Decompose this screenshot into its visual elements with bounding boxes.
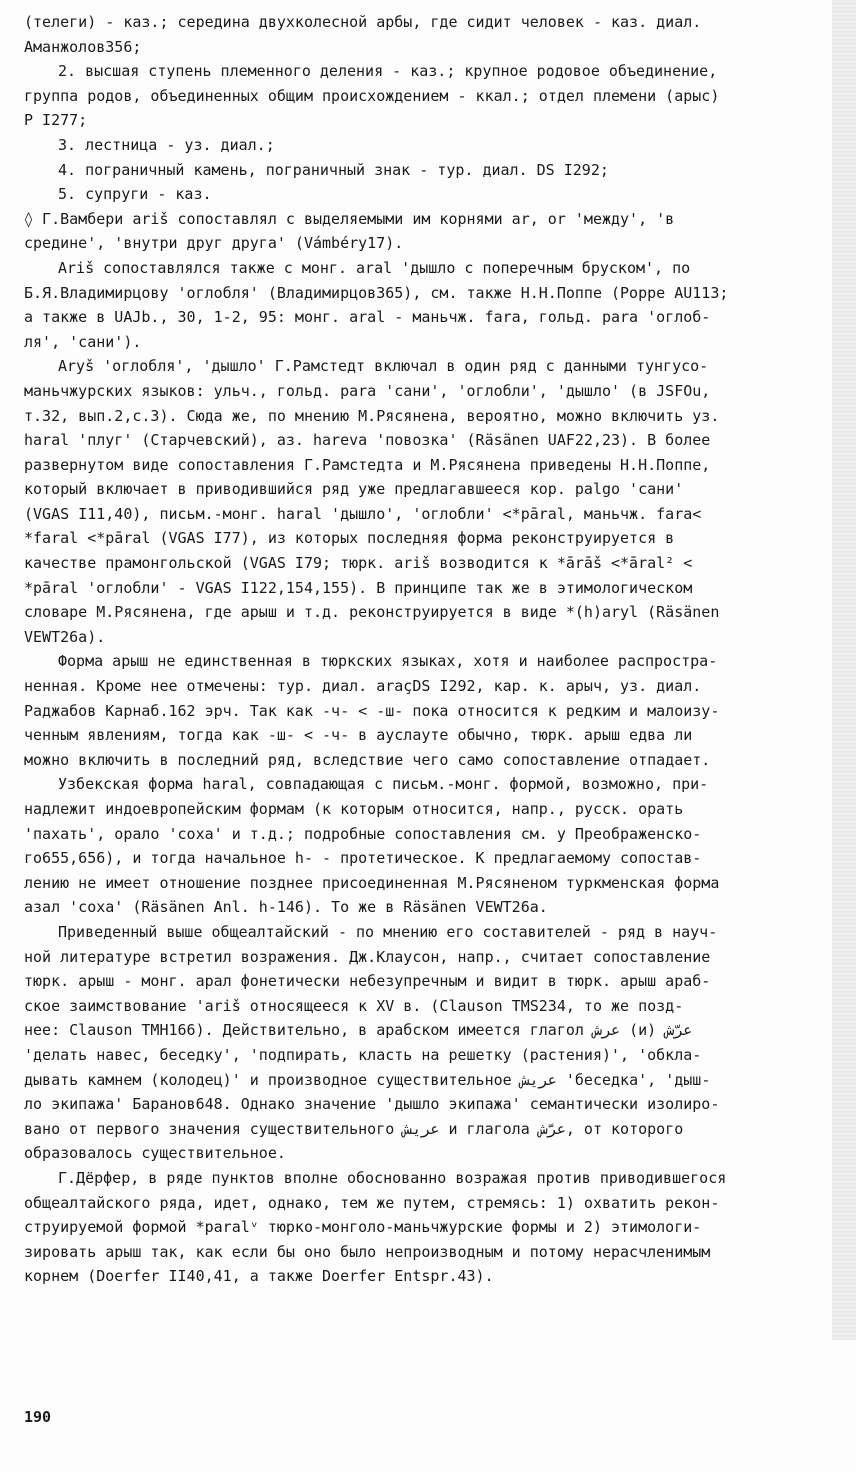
text-line: вано от первого значения существительного عريش и глагола عرّش, от которого bbox=[24, 1119, 684, 1138]
text-line: ло экипажа' Баранов648. Однако значение 'дышло экипажа' семантически изолиро- bbox=[24, 1095, 720, 1114]
text-line: 5. супруги - каз. bbox=[58, 185, 212, 204]
text-line: 2. высшая ступень племенного деления - каз.; крупное родовое объединение, bbox=[58, 62, 718, 81]
text-line: нее: Clauson TMH166). Действительно, в арабском имеется глагол عرش (и) عرّش bbox=[24, 1021, 693, 1040]
text-line: ское заимствование 'ariš относящееся к XV в. (Clauson TMS234, то же позд- bbox=[24, 996, 684, 1015]
text-line: лению не имеет отношение позднее присоединенная М.Рясяненом туркменская форма bbox=[24, 873, 720, 892]
text-line: Ariš сопоставлялся также с монг. aral 'дышло с поперечным бруском', по bbox=[58, 258, 691, 277]
text-line: можно включить в последний ряд, вследствие чего само сопоставление отпадает. bbox=[24, 750, 711, 769]
text-line: а также в UAJb., 30, 1-2, 95: монг. aral - маньчж. fara, гольд. para 'оглоб- bbox=[24, 308, 711, 327]
text-line: 3. лестница - уз. диал.; bbox=[58, 135, 275, 154]
text-line: корнем (Doerfer II40,41, а также Doerfer Entspr.43). bbox=[24, 1267, 494, 1286]
text-line: Р I277; bbox=[24, 111, 88, 130]
text-line: Раджабов Карнаб.162 эрч. Так как -ч- < -ш- пока относится к редким и малоизу- bbox=[24, 701, 720, 720]
text-line: Aryš 'оглобля', 'дышло' Г.Рамстедт включал в один ряд с данными тунгусо- bbox=[58, 357, 709, 376]
text-line: качестве прамонгольской (VGAS I79; тюрк. ariš возводится к *ārāš <*āral² < bbox=[24, 554, 693, 573]
text-line: *faral <*pāral (VGAS I77), из которых последняя форма реконструируется в bbox=[24, 529, 675, 548]
text-line: маньчжурских языков: ульч., гольд. para 'сани', 'оглобли', 'дышло' (в JSFOu, bbox=[24, 381, 711, 400]
text-line: Узбекская форма haral, совпадающая с письм.-монг. формой, возможно, при- bbox=[58, 775, 709, 794]
text-line: зировать арыш так, как если бы оно было непроизводным и потому нерасчленимым bbox=[24, 1242, 711, 1261]
page-number: 190 bbox=[24, 1408, 52, 1426]
text-line: струируемой формой *paralᵛ тюрко-монголо-маньчжурские формы и 2) этимологи- bbox=[24, 1218, 702, 1237]
text-line: 'пахать', орало 'соха' и т.д.; подробные сопоставления см. у Преображенско- bbox=[24, 824, 702, 843]
text-line: Б.Я.Владимирцову 'оглобля' (Владимирцов365), см. также Н.Н.Поппе (Poppe AU113; bbox=[24, 283, 729, 302]
text-line: Аманжолов356; bbox=[24, 37, 142, 56]
text-line: образовалось существительное. bbox=[24, 1144, 286, 1163]
text-line: развернутом виде сопоставления Г.Рамстедта и М.Рясянена приведены Н.Н.Поппе, bbox=[24, 455, 711, 474]
text-line: Г.Дёрфер, в ряде пунктов вполне обоснованно возражая против приводившегося bbox=[58, 1168, 727, 1187]
text-line: т.32, вып.2,с.3). Сюда же, по мнению М.Рясянена, вероятно, можно включить уз. bbox=[24, 406, 720, 425]
text-line: средине', 'внутри друг друга' (Vámbéry17). bbox=[24, 234, 404, 253]
body-text bbox=[24, 10, 848, 1289]
text-line: (телеги) - каз.; середина двухколесной арбы, где сидит человек - каз. диал. bbox=[24, 13, 702, 31]
text-line: надлежит индоевропейским формам (к которым относится, напр., русск. орать bbox=[24, 800, 684, 818]
text-line: Приведенный выше общеалтайский - по мнению его составителей - ряд в науч- bbox=[58, 922, 718, 941]
text-line: азал 'соха' (Räsänen Anl. h-146). То же в Räsänen VEWT26a. bbox=[24, 898, 548, 917]
text-line: группа родов, объединенных общим происхождением - ккал.; отдел племени (арыс) bbox=[24, 86, 720, 105]
text-line: общеалтайского ряда, идет, однако, тем же путем, стремясь: 1) охватить рекон- bbox=[24, 1193, 720, 1212]
text-line: го655,656), и тогда начальное h- - протетическое. К предлагаемому сопостав- bbox=[24, 849, 702, 868]
text-line: тюрк. арыш - монг. арал фонетически небезупречным и видит в тюрк. арыш араб- bbox=[24, 972, 711, 991]
text-line: ной литературе встретил возражения. Дж.Клаусон, напр., считает сопоставление bbox=[24, 947, 711, 966]
text-line: VEWT26a). bbox=[24, 627, 106, 646]
text-line: (VGAS I11,40), письм.-монг. haral 'дышло', 'оглобли' <*pāral, маньчж. fara< bbox=[24, 504, 702, 523]
text-line: 'делать навес, беседку', 'подпирать, класть на решетку (растения)', 'обкла- bbox=[24, 1045, 702, 1064]
text-line: который включает в приводившийся ряд уже предлагавшееся кор. palgo 'сани' bbox=[24, 480, 684, 499]
text-line: Форма арыш не единственная в тюркских языках, хотя и наиболее распростра- bbox=[58, 652, 718, 671]
text-line: ◊ Г.Вамбери ariš сопоставлял с выделяемыми им корнями ar, or 'между', 'в bbox=[24, 209, 675, 228]
text-line: 4. пограничный камень, пограничный знак - тур. диал. DS I292; bbox=[58, 160, 609, 179]
text-line: словаре М.Рясянена, где арыш и т.д. реконструируется в виде *(h)aryl (Räsänen bbox=[24, 603, 720, 622]
text-line: *pāral 'оглобли' - VGAS I122,154,155). В принципе так же в этимологическом bbox=[24, 578, 693, 597]
text-line: ченным явлениям, тогда как -ш- < -ч- в ауслауте обычно, тюрк. арыш едва ли bbox=[24, 726, 693, 745]
text-line: ля', 'сани'). bbox=[24, 332, 142, 351]
text-line: дывать камнем (колодец)' и производное существительное عريش 'беседка', 'дыш- bbox=[24, 1070, 711, 1089]
text-line: ненная. Кроме нее отмечены: тур. диал. araçDS I292, кар. к. арыч, уз. диал. bbox=[24, 677, 702, 696]
text-line: haral 'плуг' (Старчевский), аз. hareva 'повозка' (Räsänen UAF22,23). В более bbox=[24, 431, 711, 450]
